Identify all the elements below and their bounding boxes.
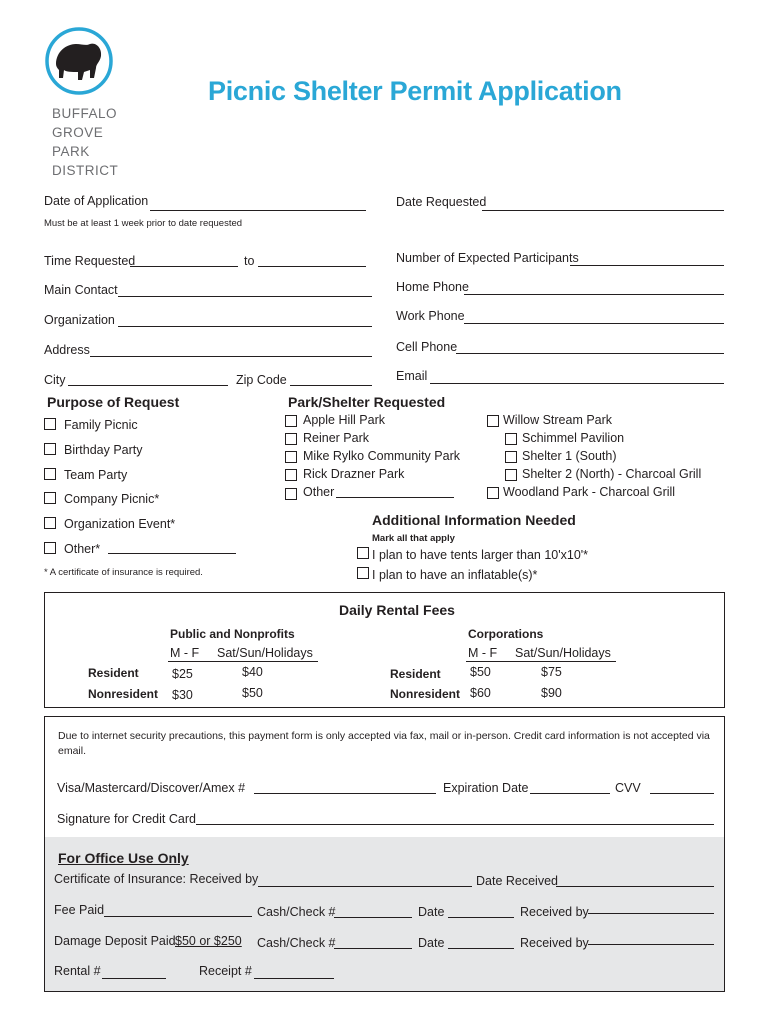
fee-paid-field[interactable] [104,916,252,917]
date-of-application-field[interactable] [150,210,366,211]
mark-all-note: Mark all that apply [372,533,455,544]
purpose-option: Other* [64,542,101,556]
shelter-checkbox[interactable] [285,451,297,463]
corp-col-weekend: Sat/Sun/Holidays [515,646,611,660]
damage-cash-check-label: Cash/Check # [257,936,336,950]
participants-label: Number of Expected Participants [396,251,579,265]
date-received-field[interactable] [556,886,714,887]
coi-received-by-field[interactable] [258,886,472,887]
city-label: City [44,373,66,387]
shelter-option: Rick Drazner Park [303,467,405,481]
time-requested-label: Time Requested [44,254,136,268]
purpose-option: Birthday Party [64,443,143,457]
shelter-option: Shelter 1 (South) [522,449,617,463]
zip-field[interactable] [290,385,372,386]
damage-received-by-field[interactable] [588,944,714,945]
corp-label: Corporations [468,627,544,641]
additional-checkbox[interactable] [357,567,369,579]
fee-cash-check-label: Cash/Check # [257,905,336,919]
fee-paid-label: Fee Paid [54,903,105,917]
cell-phone-field[interactable] [456,353,724,354]
signature-field[interactable] [196,824,714,825]
shelter-checkbox[interactable] [285,433,297,445]
public-col-mf: M - F [170,646,200,660]
fee-received-by-label: Received by [520,905,589,919]
corp-nonresident-mf: $60 [470,686,491,700]
purpose-checkbox[interactable] [44,517,56,529]
coi-label: Certificate of Insurance: Received by [54,872,259,886]
shelter-checkbox[interactable] [505,451,517,463]
expiration-label: Expiration Date [443,781,529,795]
work-phone-label: Work Phone [396,309,465,323]
page-title: Picnic Shelter Permit Application [208,76,622,106]
corp-col-mf: M - F [468,646,498,660]
fee-received-by-field[interactable] [588,913,714,914]
shelter-option: Schimmel Pavilion [522,431,625,445]
address-field[interactable] [90,356,372,357]
participants-field[interactable] [570,265,724,266]
logo-line: PARK [52,144,90,159]
receipt-number-label: Receipt # [199,964,252,978]
logo-line: DISTRICT [52,163,119,178]
payment-notice: Due to internet security precautions, this payment form is only accepted via fax, mail or in-person. Credit card information is not accepted via email. [58,730,710,757]
work-phone-field[interactable] [464,323,724,324]
signature-label: Signature for Credit Card [57,812,196,826]
purpose-checkbox[interactable] [44,542,56,554]
corp-resident-mf: $50 [470,665,491,679]
buffalo-logo-icon [44,26,114,96]
corp-resident-weekend: $75 [541,665,562,679]
to-label: to [244,254,255,268]
organization-field[interactable] [118,326,372,327]
card-number-field[interactable] [254,793,436,794]
home-phone-label: Home Phone [396,280,469,294]
corp-resident-label: Resident [390,667,441,681]
purpose-checkbox[interactable] [44,418,56,430]
damage-deposit-label: Damage Deposit Paid [54,934,176,948]
receipt-number-field[interactable] [254,978,334,979]
insurance-note: * A certificate of insurance is required. [44,567,203,578]
public-resident-weekend: $40 [242,665,263,679]
additional-option: I plan to have an inflatable(s)* [372,568,538,582]
public-label: Public and Nonprofits [170,627,295,641]
shelter-other-field[interactable] [336,497,454,498]
shelter-checkbox[interactable] [487,415,499,427]
logo-line: GROVE [52,125,104,140]
additional-checkbox[interactable] [357,547,369,559]
cvv-label: CVV [615,781,641,795]
purpose-option: Organization Event* [64,517,176,531]
purpose-option: Family Picnic [64,418,138,432]
shelter-checkbox[interactable] [487,487,499,499]
week-note: Must be at least 1 week prior to date requested [44,218,243,229]
additional-option: I plan to have tents larger than 10'x10'* [372,548,589,562]
additional-heading: Additional Information Needed [372,512,576,528]
shelter-option: Shelter 2 (North) - Charcoal Grill [522,467,702,481]
shelter-option: Mike Rylko Community Park [303,449,460,463]
damage-date-field[interactable] [448,948,514,949]
purpose-checkbox[interactable] [44,468,56,480]
public-nonresident-label: Nonresident [88,687,159,701]
cvv-field[interactable] [650,793,714,794]
purpose-heading: Purpose of Request [47,394,180,410]
organization-label: Organization [44,313,115,327]
main-contact-label: Main Contact [44,283,118,297]
shelter-heading: Park/Shelter Requested [288,394,446,410]
public-col-weekend: Sat/Sun/Holidays [217,646,313,660]
date-requested-field[interactable] [482,210,724,211]
fee-date-field[interactable] [448,917,514,918]
shelter-option: Reiner Park [303,431,369,445]
public-resident-mf: $25 [172,667,193,681]
date-requested-label: Date Requested [396,195,487,209]
purpose-other-field[interactable] [108,553,236,554]
city-field[interactable] [68,385,228,386]
corp-nonresident-label: Nonresident [390,687,461,701]
fees-heading: Daily Rental Fees [339,602,455,618]
shelter-option: Woodland Park - Charcoal Grill [503,485,676,499]
address-label: Address [44,343,90,357]
public-nonresident-weekend: $50 [242,686,263,700]
purpose-checkbox[interactable] [44,492,56,504]
fee-date-label: Date [418,905,445,919]
date-of-application-label: Date of Application [44,194,149,208]
purpose-option: Team Party [64,468,128,482]
public-nonresident-mf: $30 [172,688,193,702]
shelter-option: Apple Hill Park [303,413,385,427]
shelter-checkbox[interactable] [505,469,517,481]
shelter-checkbox[interactable] [285,415,297,427]
logo-line: BUFFALO [52,106,118,121]
damage-cash-check-field[interactable] [334,948,412,949]
office-heading: For Office Use Only [58,850,189,866]
purpose-option: Company Picnic* [64,492,160,506]
public-header-rule [168,661,318,662]
email-field[interactable] [430,383,724,384]
shelter-checkbox[interactable] [505,433,517,445]
corp-nonresident-weekend: $90 [541,686,562,700]
shelter-option: Willow Stream Park [503,413,613,427]
purpose-checkbox[interactable] [44,443,56,455]
shelter-checkbox[interactable] [285,488,297,500]
home-phone-field[interactable] [464,294,724,295]
card-number-label: Visa/Mastercard/Discover/Amex # [57,781,246,795]
damage-received-by-label: Received by [520,936,589,950]
cell-phone-label: Cell Phone [396,340,458,354]
expiration-field[interactable] [530,793,610,794]
email-label: Email [396,369,428,383]
rental-number-field[interactable] [102,978,166,979]
damage-deposit-amount: $50 or $250 [175,934,242,948]
fee-cash-check-field[interactable] [334,917,412,918]
damage-date-label: Date [418,936,445,950]
zip-label: Zip Code [236,373,287,387]
time-from-field[interactable] [130,266,238,267]
shelter-checkbox[interactable] [285,469,297,481]
public-resident-label: Resident [88,666,139,680]
main-contact-field[interactable] [118,296,372,297]
corp-header-rule [466,661,616,662]
time-to-field[interactable] [258,266,366,267]
shelter-option: Other [303,485,335,499]
date-received-label: Date Received [476,874,558,888]
rental-number-label: Rental # [54,964,101,978]
